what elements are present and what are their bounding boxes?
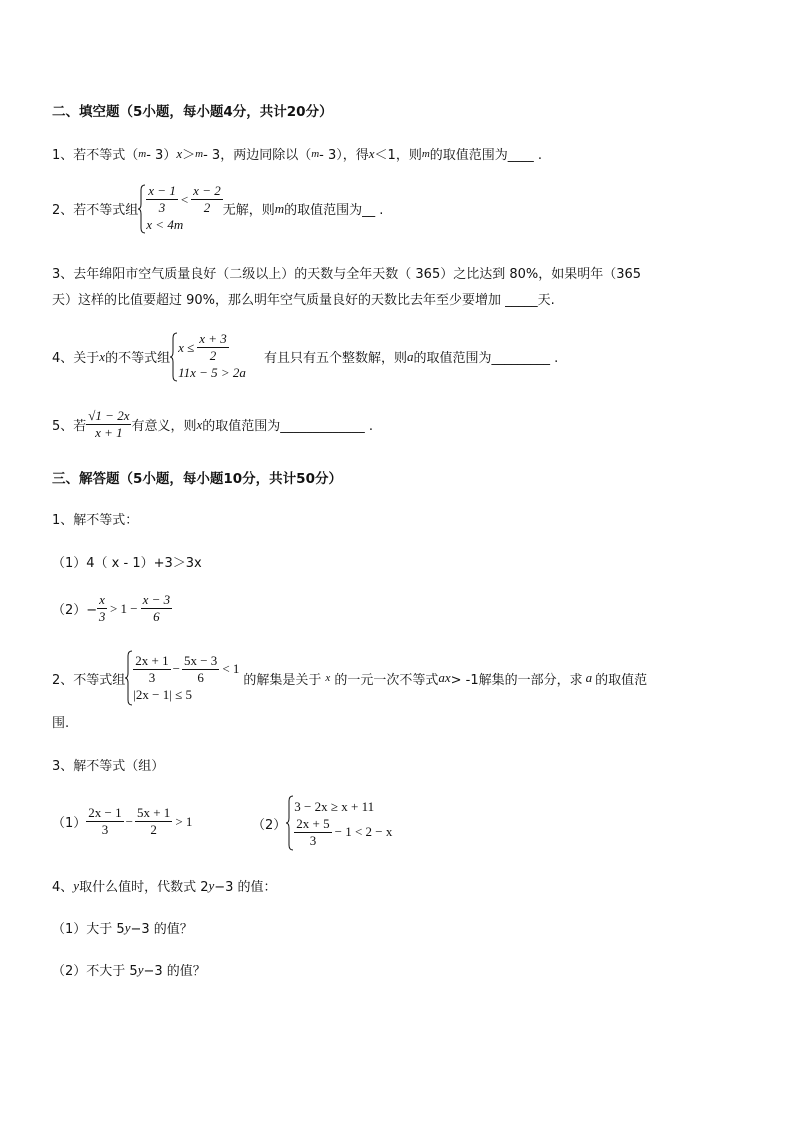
- q3p2-prefix: （2）: [252, 817, 287, 833]
- sq2-less-than-one: < 1: [222, 661, 240, 676]
- q3p1-frac2-numerator: 5x + 1: [136, 805, 171, 820]
- q4-text-d: 的取值范围为_________ .: [413, 351, 559, 366]
- q1-text-d: - 3，两边同除以（: [203, 148, 312, 163]
- q1-text-b: - 3）: [146, 148, 177, 163]
- q1-var-x: x: [368, 145, 375, 161]
- q3p1-frac1-numerator: 2x − 1: [88, 805, 122, 820]
- q1-text-g: 的取值范围为____ .: [429, 148, 543, 163]
- solve-question-2: [52, 650, 647, 706]
- q3p2-rest: − 1 < 2 − x: [334, 824, 393, 839]
- sq4-text-a: 4、: [52, 880, 74, 895]
- q1-var-x: x: [176, 145, 183, 161]
- fill-in-question-2: [52, 183, 383, 234]
- sq4-var-y: y: [73, 877, 80, 893]
- q4-text-c: 有且只有五个整数解，则: [263, 351, 407, 366]
- q2-frac2-denominator: 2: [203, 200, 211, 215]
- q2-less-than: <: [180, 191, 189, 207]
- solve-question-2-line-2: 围.: [52, 716, 70, 731]
- q2-text-a: 2、若不等式组: [52, 203, 139, 218]
- sq2-inequality-system: [133, 653, 239, 704]
- sq2-text-c: 的一元一次不等式: [334, 672, 439, 688]
- q4-var-a: a: [406, 348, 414, 364]
- fill-in-question-4: [52, 331, 558, 382]
- section-solve-heading: 三、解答题（5小题，每小题10分，共计50分）: [52, 471, 342, 487]
- q2-text-b: 无解，则: [222, 203, 275, 218]
- q2-frac2-numerator: x − 2: [193, 183, 221, 198]
- left-brace-icon: [170, 332, 178, 382]
- solve-question-4-part-1: [52, 918, 193, 937]
- q4-text-a: 4、关于: [52, 351, 100, 366]
- q3p1-minus: −: [125, 813, 133, 829]
- fill-in-question-1: [52, 144, 542, 163]
- sq4p1-text-b: −3 的值？: [130, 922, 193, 937]
- solve-question-1-part-1: （1）4（ x - 1）+3＞3x: [52, 556, 202, 571]
- q4-frac-denominator: 2: [209, 348, 217, 363]
- q5-text-c: 的取值范围为_____________ .: [202, 419, 374, 434]
- sq2-frac1-denominator: 3: [148, 669, 156, 685]
- q2-frac1-denominator: 3: [158, 200, 166, 215]
- sq4-var-y: y: [208, 877, 215, 893]
- solve-question-4-part-2: [52, 960, 206, 979]
- q3p1-greater-than-one: > 1: [175, 813, 193, 829]
- left-brace-icon: [286, 795, 294, 851]
- q3p1-frac2-denominator: 2: [150, 822, 157, 837]
- q5-sqrt-numerator: √1 − 2x: [88, 408, 130, 423]
- sq2-text-b: 的解集是关于: [243, 672, 322, 688]
- q1p2-frac2-denominator: 6: [153, 609, 160, 624]
- q3p1-frac1-denominator: 3: [101, 822, 109, 837]
- q5-text-b: 有意义，则: [131, 419, 197, 434]
- sq4p2-text-b: −3 的值？: [143, 964, 206, 979]
- q3p2-frac-denominator: 3: [309, 832, 317, 848]
- q2-var-m: m: [274, 200, 285, 216]
- sq4-text-c: −3 的值：: [214, 880, 277, 895]
- q5-denominator: x + 1: [95, 425, 123, 440]
- q1p2-frac1-denominator: 3: [98, 609, 106, 624]
- q1-text-a: 1、若不等式（: [52, 148, 139, 163]
- sq2-frac2-numerator: 5x − 3: [183, 652, 218, 668]
- fill-in-question-3-line-1: 3、去年绵阳市空气质量良好（二级以上）的天数与全年天数（ 365）之比达到 80%，如果明年（365: [52, 267, 642, 282]
- section-fill-in-heading: 二、填空题（5小题，每小题4分，共计20分）: [52, 104, 333, 120]
- q1p2-frac2-numerator: x − 3: [142, 592, 171, 607]
- sq2-text-a: 2、不等式组: [52, 672, 126, 688]
- q1p2-frac1-numerator: x: [99, 592, 105, 607]
- q3p2-line-1: 3 − 2x ≥ x + 11: [294, 798, 375, 814]
- solve-question-3-part-2: [252, 795, 392, 851]
- solve-question-1-title: 1、解不等式：: [52, 513, 139, 528]
- q4-var-x: x: [99, 348, 106, 364]
- sq4p1-var-y: y: [124, 919, 131, 935]
- sq4p2-text-a: （2）不大于 5: [52, 964, 138, 979]
- sq4p1-text-a: （1）大于 5: [52, 922, 125, 937]
- q1-text-e: - 3），得: [319, 148, 369, 163]
- q1-var-m: m: [138, 147, 147, 160]
- q4-inequality-system: [178, 331, 246, 382]
- q1-var-m: m: [195, 147, 204, 160]
- q1-var-m: m: [421, 147, 430, 160]
- q2-inequality-system: [146, 183, 222, 234]
- q4-line1-lhs: x ≤: [178, 339, 195, 355]
- q2-line-2: x < 4m: [146, 217, 184, 232]
- q3p2-inequality-system: [294, 798, 392, 849]
- q1p2-middle: > 1 −: [109, 600, 138, 616]
- left-brace-icon: [125, 650, 133, 706]
- q1-text-f: ＜1，则: [374, 148, 422, 163]
- q1-var-m: m: [311, 147, 320, 160]
- sq4-text-b: 取什么值时，代数式 2: [79, 880, 209, 895]
- q1-text-c: ＞: [182, 148, 196, 163]
- solve-question-1-part-2: [52, 592, 172, 625]
- q3p2-frac-numerator: 2x + 5: [296, 815, 330, 831]
- q2-frac1-numerator: x − 1: [148, 183, 176, 198]
- fill-in-question-3-line-2: 天）这样的比值要超过 90%，那么明年空气质量良好的天数比去年至少要增加 _____天.: [52, 293, 555, 308]
- sq2-text-d: > -1解集的一部分，求: [450, 672, 583, 688]
- q2-text-c: 的取值范围为__ .: [284, 203, 384, 218]
- sq4p2-var-y: y: [137, 961, 144, 977]
- q5-text-a: 5、若: [52, 419, 87, 434]
- sq2-frac2-denominator: 6: [197, 669, 204, 685]
- sq2-frac1-numerator: 2x + 1: [135, 652, 169, 668]
- fill-in-question-5: [52, 408, 373, 441]
- q3p1-prefix: （1）: [52, 816, 87, 831]
- sq2-text-e: 的取值范: [595, 672, 648, 688]
- solve-question-4: [52, 876, 277, 895]
- q1p2-prefix: （2）−: [52, 603, 98, 618]
- q4-frac-numerator: x + 3: [199, 331, 227, 346]
- sq2-var-x: x: [325, 672, 331, 684]
- solve-question-3-part-1: [52, 805, 192, 838]
- q4-text-b: 的不等式组: [105, 351, 171, 366]
- solve-question-3-title: 3、解不等式（组）: [52, 759, 165, 774]
- sq2-line-2: |2x − 1| ≤ 5: [133, 686, 192, 702]
- q5-var-x: x: [196, 416, 203, 432]
- sq2-minus: −: [172, 661, 180, 676]
- sq2-var-a: a: [585, 670, 593, 685]
- q4-line-2: 11x − 5 > 2a: [178, 365, 246, 380]
- sq2-ax: ax: [438, 670, 451, 685]
